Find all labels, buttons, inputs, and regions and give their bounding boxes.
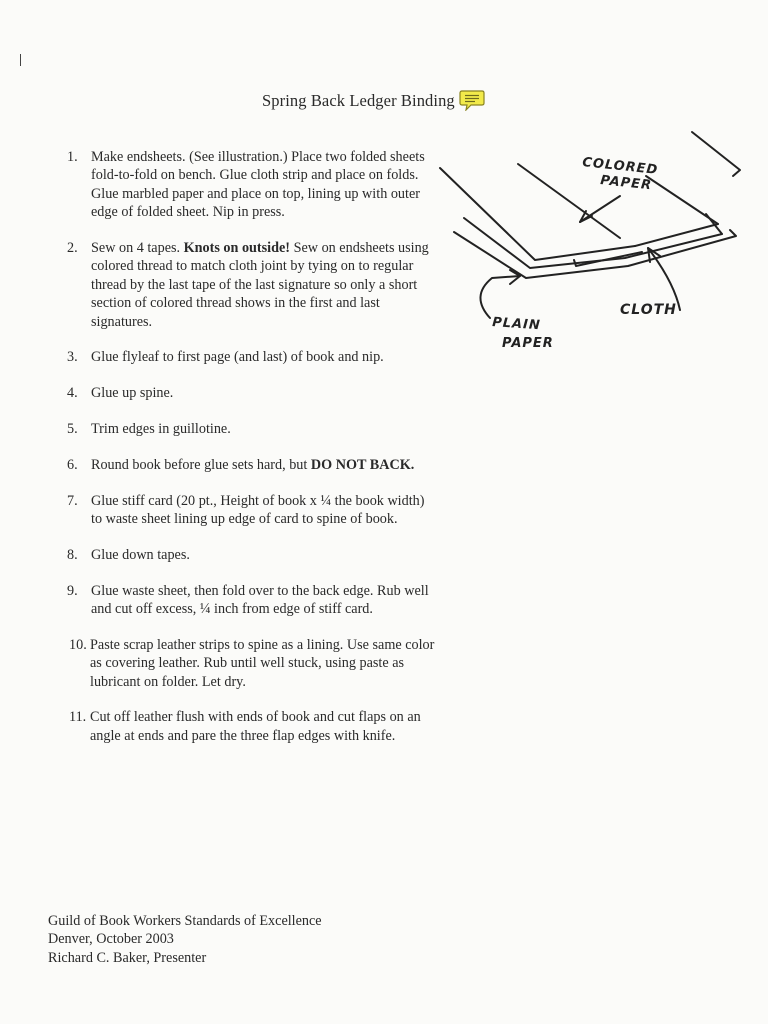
- step-text: Paste scrap leather strips to spine as a lining. Use same color as covering leather. Rub until well stuck, using paste as lubricant on folder. Let dry.: [90, 636, 435, 690]
- instruction-step: [46, 456, 436, 474]
- instruction-step: [46, 546, 436, 564]
- step-number: 6.: [67, 456, 78, 473]
- instruction-step: [46, 384, 436, 402]
- step-number: 8.: [67, 546, 78, 563]
- step-text: Make endsheets. (See illustration.) Place two folded sheets fold-to-fold on bench. Glue cloth strip and place on folds. Glue marbled paper and place on top, lining up with outer edge of folded sheet. Nip in press.: [91, 149, 425, 221]
- step-number: 2.: [67, 240, 78, 257]
- step-number: 3.: [67, 349, 78, 366]
- comment-note-icon[interactable]: [459, 89, 485, 111]
- footer-location-date: Denver, October 2003: [48, 931, 174, 948]
- instruction-step: [46, 582, 436, 619]
- label-colored-line2: PAPER: [599, 173, 653, 194]
- step-number: 7.: [67, 492, 78, 509]
- step-text: Sew on endsheets using colored thread to match cloth joint by tying on to regular thread by the last tape of the last signature so only a short section of colored thread shows in the first and last signatures.: [91, 240, 429, 330]
- step-text: Sew on 4 tapes.: [91, 240, 184, 257]
- instruction-step: [46, 636, 436, 691]
- label-cloth: CLOTH: [620, 302, 677, 318]
- step-number: 9.: [67, 582, 78, 599]
- step-text: Glue waste sheet, then fold over to the back edge. Rub well and cut off excess, ¼ inch from edge of stiff card.: [91, 582, 429, 618]
- instruction-step: [46, 492, 436, 529]
- instruction-step: [46, 708, 436, 745]
- endsheet-illustration: [430, 118, 748, 366]
- step-emphasis: DO NOT BACK.: [310, 456, 415, 473]
- label-colored-line1: COLORED: [581, 155, 659, 178]
- step-number: 11.: [69, 709, 87, 726]
- step-number: 10.: [69, 636, 87, 653]
- instruction-step: [46, 420, 436, 438]
- step-number: 1.: [67, 149, 78, 165]
- instruction-list: [46, 148, 436, 763]
- step-text: Glue flyleaf to first page (and last) of book and nip.: [91, 349, 384, 366]
- instruction-step: [46, 239, 436, 331]
- instruction-step: [46, 148, 436, 222]
- title-row: [262, 90, 485, 112]
- footer: [48, 912, 322, 967]
- step-text: Glue stiff card (20 pt., Height of book x ¼ the book width) to waste sheet lining up edge of card to spine of book.: [91, 492, 425, 528]
- step-text: Trim edges in guillotine.: [91, 421, 231, 438]
- footer-organization: Guild of Book Workers Standards of Excellence: [48, 913, 322, 929]
- step-emphasis: Knots on outside!: [183, 240, 291, 257]
- step-text: Round book before glue sets hard, but: [91, 456, 311, 473]
- instruction-step: [46, 348, 436, 366]
- footer-presenter: Richard C. Baker, Presenter: [48, 949, 207, 966]
- page-edge-mark: [20, 54, 21, 66]
- step-number: 4.: [67, 385, 78, 402]
- page-title: Spring Back Ledger Binding: [262, 91, 455, 110]
- label-plain-line2: PAPER: [502, 336, 554, 351]
- step-text: Glue down tapes.: [91, 546, 190, 563]
- step-number: 5.: [67, 421, 78, 438]
- step-text: Glue up spine.: [91, 385, 174, 402]
- step-text: Cut off leather flush with ends of book and cut flaps on an angle at ends and pare the three flap edges with knife.: [90, 709, 421, 744]
- label-plain-line1: PLAIN: [491, 315, 542, 334]
